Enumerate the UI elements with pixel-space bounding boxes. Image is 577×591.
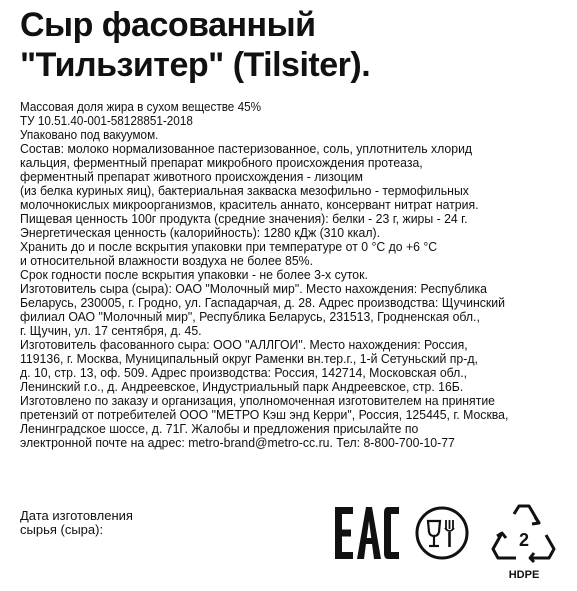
nutrition-line: Пищевая ценность 100г продукта (средние значения): белки - 23 г, жиры - 24 г.	[20, 211, 468, 226]
fat-content-line: Массовая доля жира в сухом веществе 45%	[20, 100, 262, 114]
label-text-body	[20, 100, 536, 450]
recycle-material-label: HDPE	[508, 569, 540, 581]
shelf-life-line: Срок годности после вскрытия упаковки - не более 3-х суток.	[20, 267, 368, 282]
packer-line: Изготовитель фасованного сыра: ООО "АЛЛГОИ". Место нахождения: Россия,	[20, 337, 468, 352]
storage-line: Хранить до и после вскрытия упаковки при температуре от 0 °С до +6 °С	[20, 239, 438, 254]
cheese-maker-line: Беларусь, 230005, г. Гродно, ул. Гаспадарчая, д. 28. Адрес производства: Щучинский	[20, 295, 505, 310]
packing-line: Упаковано под вакуумом.	[20, 128, 159, 142]
packer-line: Ленинградское шоссе, д. 71Г. Жалобы и предложения присылайте по	[20, 421, 419, 436]
packer-line: электронной почте на адрес: metro-brand@metro-cc.ru. Тел: 8-800-700-10-77	[20, 435, 455, 450]
cheese-maker-line: филиал ОАО "Молочный мир", Республика Беларусь, 231513, Гродненская обл.,	[20, 309, 480, 324]
packer-block	[20, 338, 536, 450]
composition-line: Состав: молоко нормализованное пастеризованное, соль, уплотнитель хлорид	[20, 141, 473, 156]
production-date-line1: Дата изготовления	[20, 508, 133, 523]
eac-mark-icon	[333, 505, 401, 561]
meta-block	[20, 100, 536, 142]
cheese-maker-line: Изготовитель сыра (сыра): ОАО "Молочный мир". Место нахождения: Республика	[20, 281, 488, 296]
product-title-line1: Сыр фасованный	[20, 6, 316, 44]
packer-line: претензий от потребителей ООО "МЕТРО Кэш энд Керри", Россия, 125445, г. Москва,	[20, 407, 509, 422]
storage-line: и относительной влажности воздуха не более 85%.	[20, 253, 313, 268]
composition-block	[20, 142, 536, 212]
composition-line: (из белка куриных яиц), бактериальная закваска мезофильно - термофильных	[20, 183, 469, 198]
cheese-maker-line: г. Щучин, ул. 17 сентября, д. 45.	[20, 323, 202, 338]
production-date-label	[20, 509, 133, 537]
product-title	[20, 5, 570, 85]
packer-line: Ленинский г.о., д. Андреевское, Индустриальный парк Андреевское, стр. 16Б.	[20, 379, 464, 394]
storage-block	[20, 240, 536, 268]
shelf-life-block	[20, 268, 536, 282]
composition-line: молочнокислых микроорганизмов, краситель аннато, консервант нитрат натрия.	[20, 197, 479, 212]
packer-line: Изготовлено по заказу и организация, уполномоченная изготовителем на принятие	[20, 393, 495, 408]
composition-line: ферментный препарат животного происхождения - лизоцим	[20, 169, 363, 184]
food-contact-icon	[414, 505, 470, 561]
recycle-number: 2	[518, 530, 530, 550]
nutrition-block	[20, 212, 536, 240]
cheese-maker-block	[20, 282, 536, 338]
packer-line: 119136, г. Москва, Муниципальный округ Раменки вн.тер.г., 1-й Сетуньский пр-д,	[20, 351, 478, 366]
production-date-line2: сырья (сыра):	[20, 522, 104, 537]
standard-code-line: ТУ 10.51.40-001-58128851-2018	[20, 114, 193, 128]
composition-line: кальция, ферментный препарат микробного происхождения протеаза,	[20, 155, 423, 170]
product-title-line2: "Тильзитер" (Tilsiter).	[20, 46, 371, 84]
packer-line: д. 10, стр. 13, оф. 509. Адрес производства: Россия, 142714, Московская обл.,	[20, 365, 468, 380]
recycle-hdpe-icon	[488, 502, 560, 584]
nutrition-line: Энергетическая ценность (калорийность): 1280 кДж (310 ккал).	[20, 225, 380, 240]
